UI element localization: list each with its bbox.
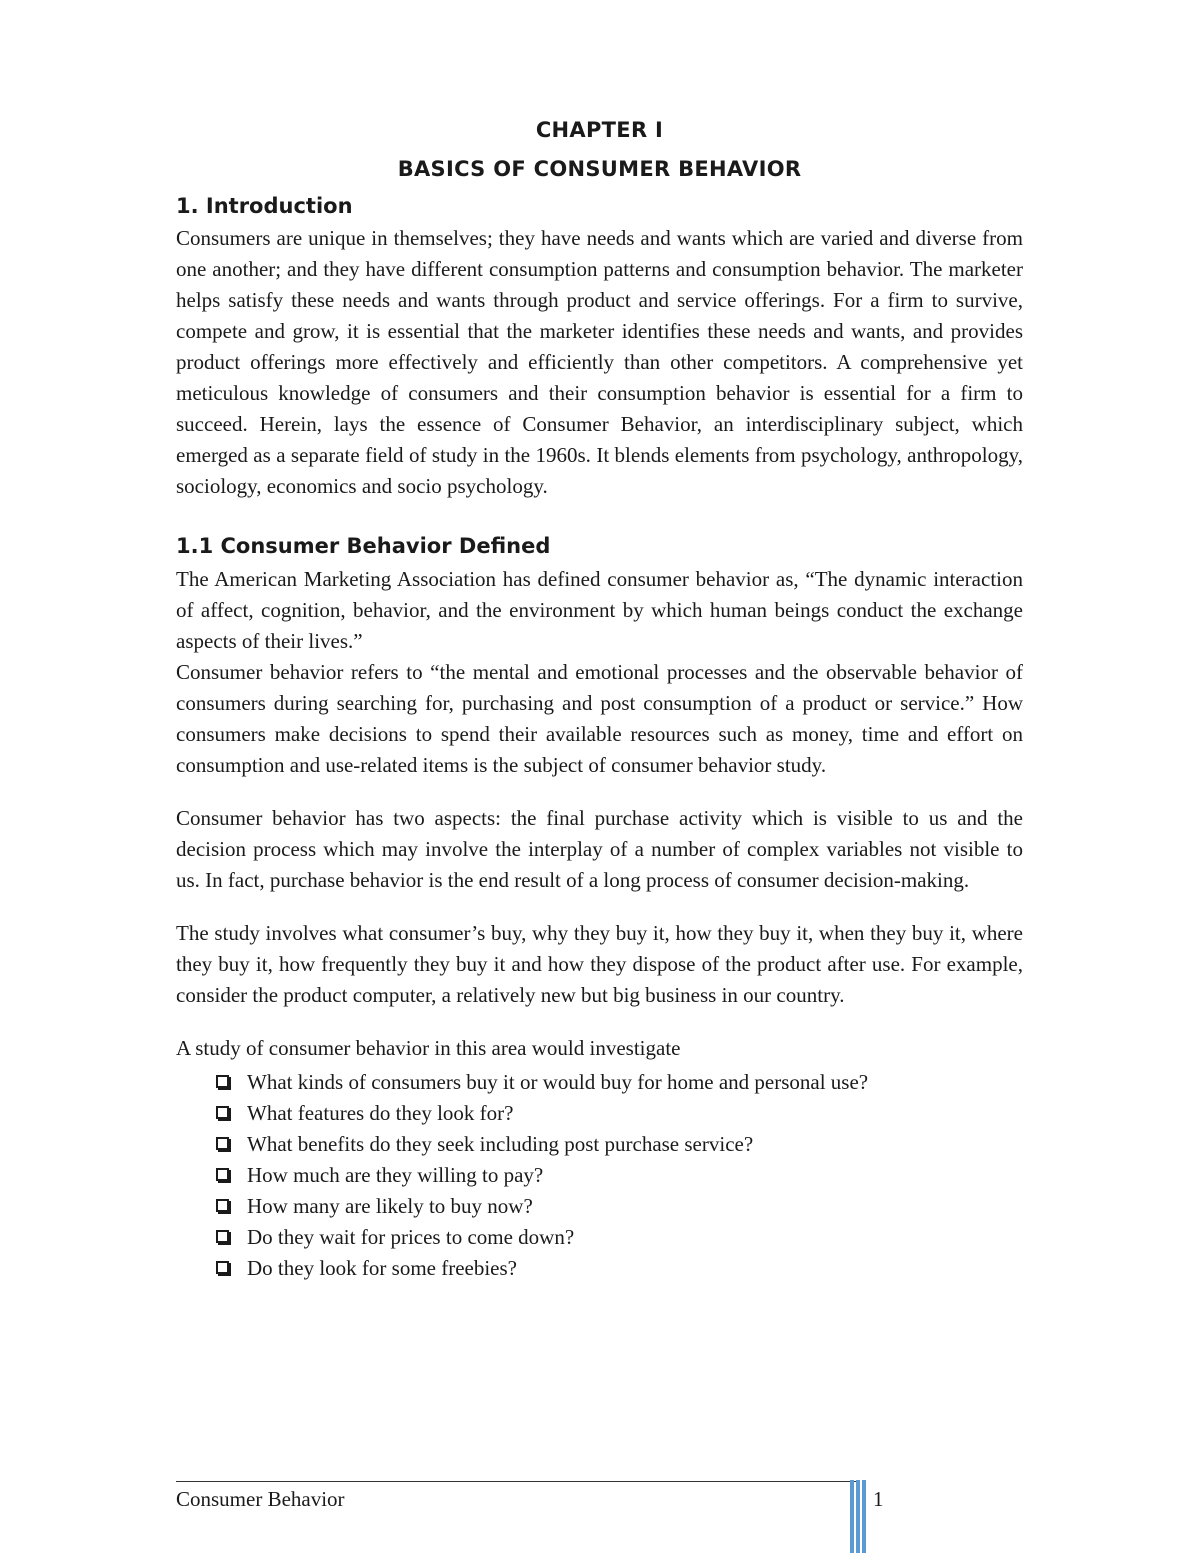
study-paragraph: The study involves what consumer’s buy, why they buy it, how they buy it, when they buy it, where they buy it, how frequently they buy it and how they dispose of the product after use. For example, consider the product computer, a relatively new but big business in our country. [176,921,1023,1007]
list-item-text: How much are they willing to pay? [247,1163,544,1187]
list-item-text: What benefits do they seek including post purchase service? [247,1132,754,1156]
list-item [216,1129,1023,1160]
section-heading-defined: 1.1 Consumer Behavior Defined [176,534,551,558]
definition-paragraph-ama: The American Marketing Association has defined consumer behavior as, “The dynamic interaction of affect, cognition, behavior, and the environment by which human beings conduct the exchange aspects of their lives.” [176,567,1023,653]
checkbox-bullet-icon [216,1230,229,1243]
checkbox-bullet-icon [216,1261,229,1274]
page-bar-stripe [850,1480,854,1553]
list-item [216,1067,1023,1098]
page-number: 1 [873,1487,884,1511]
question-list [176,1067,1023,1284]
list-item-text: How many are likely to buy now? [247,1194,533,1218]
footer-title: Consumer Behavior [176,1487,345,1511]
list-item [216,1160,1023,1191]
list-item-text: Do they look for some freebies? [247,1256,517,1280]
list-item [216,1222,1023,1253]
introduction-paragraph: Consumers are unique in themselves; they have needs and wants which are varied and diverse from one another; and they have different consumption patterns and consumption behavior. The marketer helps satisfy these needs and wants through product and service offerings. For a firm to survive, compete and grow, it is essential that the marketer identifies these needs and wants, and provides product offerings more effectively and efficiently than other competitors. A comprehensive yet meticulous knowledge of consumers and their consumption behavior is essential for a firm to succeed. Herein, lays the essence of Consumer Behavior, an interdisciplinary subject, which emerged as a separate field of study in the 1960s. It blends elements from psychology, anthropology, sociology, economics and socio psychology. [176,226,1023,498]
checkbox-bullet-icon [216,1137,229,1150]
list-item-text: What features do they look for? [247,1101,514,1125]
list-item [216,1098,1023,1129]
chapter-number: CHAPTER I [535,118,664,142]
list-item-text: What kinds of consumers buy it or would buy for home and personal use? [247,1070,869,1094]
checkbox-bullet-icon [216,1075,229,1088]
aspects-paragraph: Consumer behavior has two aspects: the final purchase activity which is visible to us and the decision process which may involve the interplay of a number of complex variables not visible to us. In fact, purchase behavior is the end result of a long process of consumer decision-making. [176,806,1023,892]
document-page [176,108,1023,1284]
chapter-title: BASICS OF CONSUMER BEHAVIOR [397,157,802,181]
checkbox-bullet-icon [216,1106,229,1119]
list-intro: A study of consumer behavior in this area would investigate [176,1036,681,1060]
list-item [216,1191,1023,1222]
definition-paragraph-processes: Consumer behavior refers to “the mental and emotional processes and the observable behavior of consumers during searching for, purchasing and post consumption of a product or service.” How consumers make decisions to spend their available resources such as money, time and effort on consumption and use-related items is the subject of consumer behavior study. [176,660,1023,777]
page-bar-stripe [856,1480,860,1553]
list-item [216,1253,1023,1284]
footer-rule [176,1481,856,1482]
list-item-text: Do they wait for prices to come down? [247,1225,575,1249]
checkbox-bullet-icon [216,1168,229,1181]
checkbox-bullet-icon [216,1199,229,1212]
section-heading-introduction: 1. Introduction [176,194,353,218]
page-bar-stripe [862,1480,866,1553]
page-bar-decoration [850,1480,866,1553]
